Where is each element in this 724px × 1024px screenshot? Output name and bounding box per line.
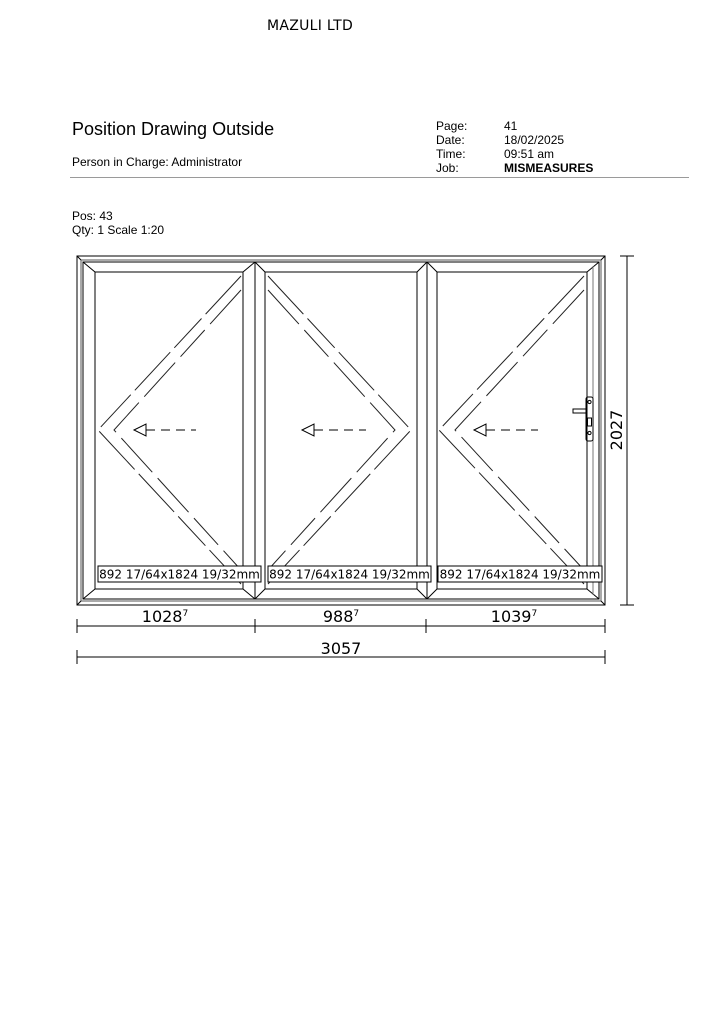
time-label: Time: [436, 147, 466, 161]
person-label: Person in Charge: [72, 155, 169, 169]
pane-2-size-label: 892 17/64x1824 19/32mm [269, 567, 430, 582]
page-value: 41 [504, 119, 518, 133]
pane-3-width-dimension [491, 607, 537, 626]
pane-2-width-sup: 7 [353, 609, 360, 619]
date-label: Date: [436, 133, 465, 147]
company-name: MAZULI LTD [266, 18, 354, 34]
pane-1-width-dimension [142, 607, 188, 626]
time-value: 09:51 am [504, 147, 555, 161]
pane-3-frame [427, 262, 599, 599]
handle-icon [573, 397, 593, 441]
outer-frame [77, 256, 605, 605]
job-value: MISMEASURES [504, 161, 594, 175]
pane-3-size-label: 892 17/64x1824 19/32mm [439, 567, 601, 582]
pane-1-size-label: 892 17/64x1824 19/32mm [99, 567, 260, 582]
pane-3-opening-symbol [439, 276, 584, 584]
pane-2-width-dimension [323, 607, 359, 626]
pane-3-width-sup: 7 [531, 609, 538, 619]
job-label: Job: [436, 161, 459, 175]
pos-line: Pos: 43 [72, 209, 113, 223]
pane-2-width-main: 988 [322, 607, 354, 626]
pane-1-width-sup: 7 [182, 609, 189, 619]
pane-1-width-main: 1028 [141, 607, 183, 626]
page-title: Position Drawing Outside [72, 119, 275, 139]
qty-line: Qty: 1 Scale 1:20 [72, 223, 165, 237]
person-value: Administrator [171, 155, 243, 169]
pane-3-width-main: 1039 [490, 607, 532, 626]
pane-2-opening-symbol [268, 276, 411, 584]
date-value: 18/02/2025 [504, 133, 565, 147]
total-width-dimension: 3057 [320, 639, 362, 658]
pane-3-slide-arrow [474, 424, 538, 436]
pane-1-slide-arrow [134, 424, 196, 436]
pane-2-slide-arrow [302, 424, 366, 436]
page-label: Page: [436, 119, 468, 133]
height-dimension: 2027 [607, 409, 626, 451]
pane-2-frame [255, 262, 427, 599]
